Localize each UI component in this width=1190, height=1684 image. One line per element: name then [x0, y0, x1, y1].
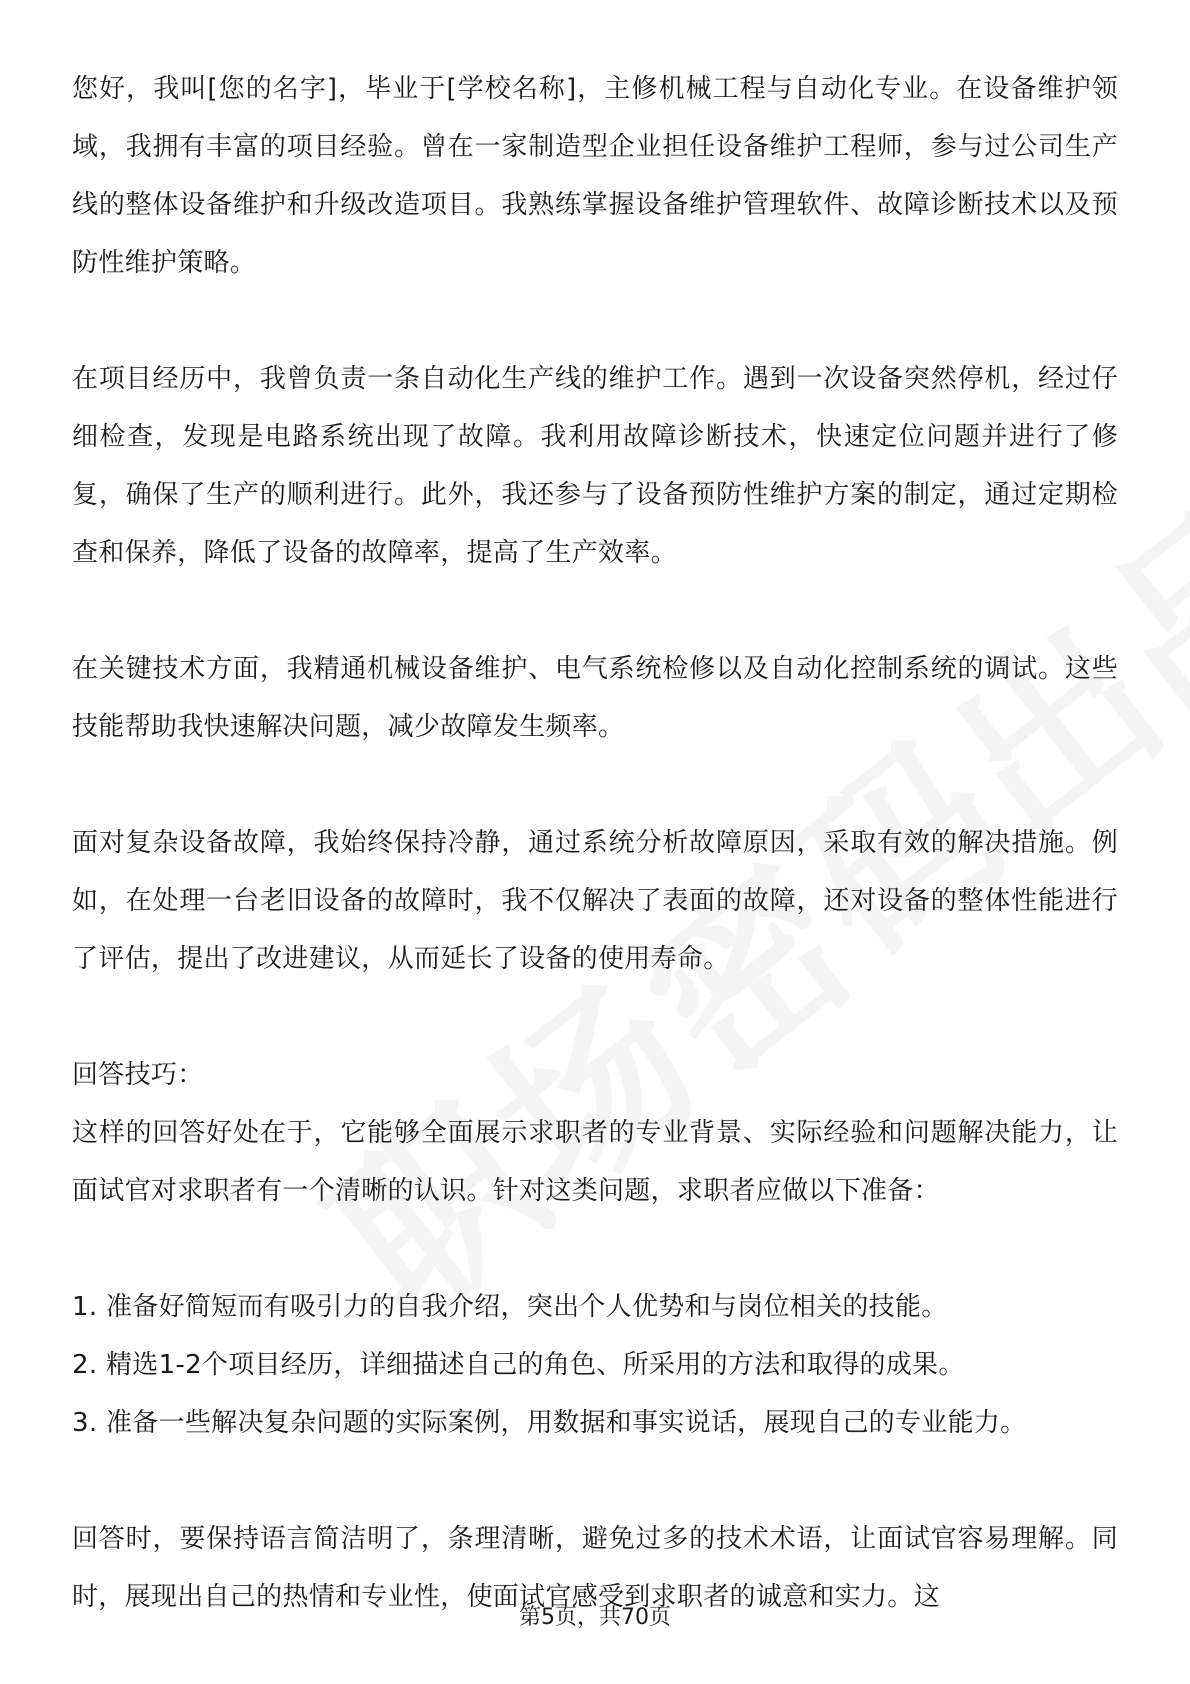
- paragraph-skills: 在关键技术方面，我精通机械设备维护、电气系统检修以及自动化控制系统的调试。这些技能帮助我快速解决问题，减少故障发生频率。: [72, 654, 1118, 742]
- list-item: 2. 精选1-2个项目经历，详细描述自己的角色、所采用的方法和取得的成果。: [72, 1350, 965, 1380]
- list-item: 1. 准备好简短而有吸引力的自我介绍，突出个人优势和与岗位相关的技能。: [72, 1292, 948, 1322]
- page-number: 第5页，共70页: [519, 1605, 671, 1630]
- document-body: [72, 60, 1118, 1626]
- paragraph-problem-solving: 面对复杂设备故障，我始终保持冷静，通过系统分析故障原因，采取有效的解决措施。例如，在处理一台老旧设备的故障时，我不仅解决了表面的故障，还对设备的整体性能进行了评估，提出了改进建议，从而延长了设备的使用寿命。: [72, 828, 1118, 974]
- paragraph-tips: 这样的回答好处在于，它能够全面展示求职者的专业背景、实际经验和问题解决能力，让面试官对求职者有一个清晰的认识。针对这类问题，求职者应做以下准备：: [72, 1118, 1118, 1206]
- paragraph-conclusion: 回答时，要保持语言简洁明了，条理清晰，避免过多的技术术语，让面试官容易理解。同时，展现出自己的热情和专业性，使面试官感受到求职者的诚意和实力。这: [72, 1524, 1118, 1612]
- list-item: 3. 准备一些解决复杂问题的实际案例，用数据和事实说话，展现自己的专业能力。: [72, 1408, 1027, 1438]
- paragraph-intro: 您好，我叫[您的名字]，毕业于[学校名称]，主修机械工程与自动化专业。在设备维护领域，我拥有丰富的项目经验。曾在一家制造型企业担任设备维护工程师，参与过公司生产线的整体设备维护和升级改造项目。我熟练掌握设备维护管理软件、故障诊断技术以及预防性维护策略。: [72, 74, 1118, 278]
- paragraph-project: 在项目经历中，我曾负责一条自动化生产线的维护工作。遇到一次设备突然停机，经过仔细检查，发现是电路系统出现了故障。我利用故障诊断技术，快速定位问题并进行了修复，确保了生产的顺利进行。此外，我还参与了设备预防性维护方案的制定，通过定期检查和保养，降低了设备的故障率，提高了生产效率。: [72, 364, 1118, 568]
- tips-heading: 回答技巧：: [72, 1060, 204, 1090]
